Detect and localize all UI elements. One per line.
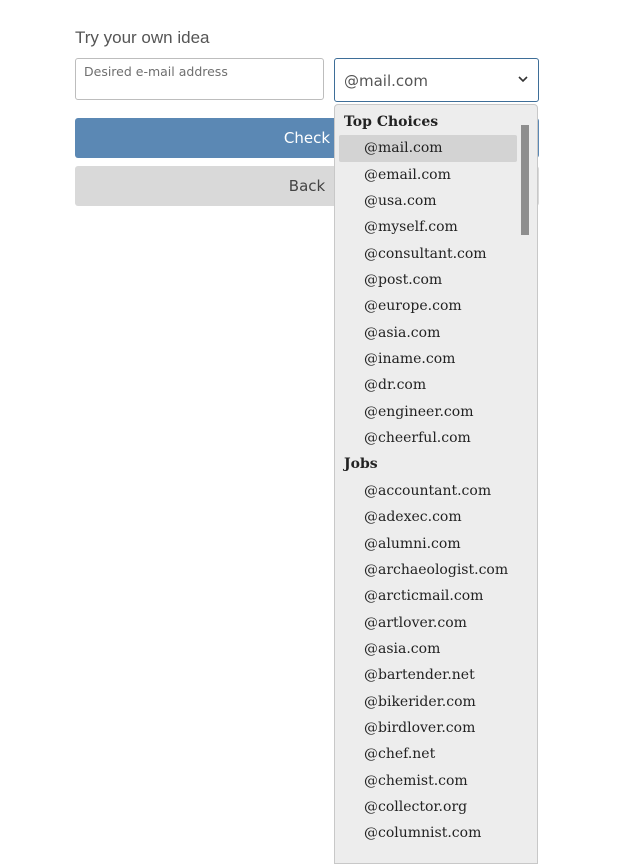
domain-option[interactable]: @archaeologist.com bbox=[364, 561, 509, 578]
option-group-label: Top Choices bbox=[344, 114, 439, 130]
domain-option[interactable]: @birdlover.com bbox=[364, 719, 476, 736]
domain-option[interactable]: @chemist.com bbox=[364, 772, 468, 789]
domain-option[interactable]: @columnist.com bbox=[364, 825, 482, 842]
domain-option[interactable]: @engineer.com bbox=[364, 403, 474, 420]
domain-option[interactable]: @alumni.com bbox=[364, 535, 461, 552]
dropdown-options bbox=[335, 109, 525, 847]
domain-option[interactable]: @chef.net bbox=[364, 746, 436, 763]
domain-option[interactable]: @accountant.com bbox=[364, 482, 492, 499]
domain-dropdown-list[interactable] bbox=[334, 104, 538, 864]
domain-option[interactable]: @arcticmail.com bbox=[364, 588, 484, 605]
domain-option[interactable]: @myself.com bbox=[364, 219, 458, 236]
domain-option[interactable]: @iname.com bbox=[364, 351, 456, 368]
email-address-field[interactable] bbox=[75, 58, 324, 100]
domain-option[interactable]: @bikerider.com bbox=[364, 693, 476, 710]
section-heading: Try your own idea bbox=[75, 28, 210, 47]
chevron-down-icon bbox=[517, 73, 529, 85]
domain-option[interactable]: @dr.com bbox=[364, 377, 427, 394]
domain-option[interactable]: @artlover.com bbox=[364, 614, 467, 631]
domain-option[interactable]: @asia.com bbox=[364, 324, 441, 341]
domain-option[interactable]: @mail.com bbox=[339, 135, 517, 161]
domain-selected-value: @mail.com bbox=[344, 72, 428, 90]
domain-option[interactable]: @cheerful.com bbox=[364, 430, 471, 447]
domain-option[interactable]: @collector.org bbox=[364, 798, 468, 815]
domain-option[interactable]: @asia.com bbox=[364, 640, 441, 657]
dropdown-scrollbar[interactable] bbox=[521, 125, 529, 235]
email-placeholder: Desired e-mail address bbox=[84, 64, 228, 79]
email-input[interactable] bbox=[76, 59, 323, 99]
back-button[interactable]: Back bbox=[75, 166, 539, 206]
domain-option[interactable]: @email.com bbox=[364, 166, 451, 183]
domain-option[interactable]: @europe.com bbox=[364, 298, 462, 315]
domain-select[interactable] bbox=[334, 58, 539, 102]
domain-option[interactable]: @adexec.com bbox=[364, 509, 462, 526]
domain-option[interactable]: @bartender.net bbox=[364, 667, 475, 684]
domain-option[interactable]: @consultant.com bbox=[364, 245, 487, 262]
domain-option[interactable]: @post.com bbox=[364, 272, 443, 289]
check-button[interactable]: Check bbox=[75, 118, 539, 158]
domain-option[interactable]: @usa.com bbox=[364, 193, 437, 210]
option-group-label: Jobs bbox=[344, 456, 378, 473]
